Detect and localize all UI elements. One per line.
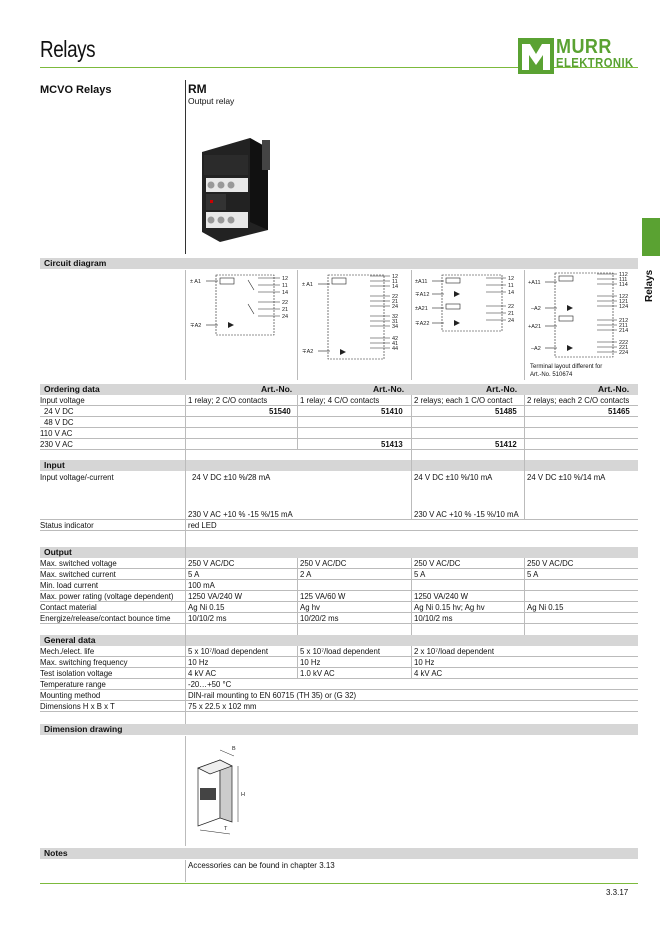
svg-text:11: 11: [508, 283, 514, 289]
row-input-ac: 230 V AC +10 % -15 %/15 mA 230 V AC +10 % -15 %/10 mA: [40, 509, 638, 520]
spec-value: 5 x 10⁷/load dependent: [300, 647, 380, 656]
col-sep: [297, 558, 298, 635]
svg-text:24: 24: [392, 304, 399, 310]
spec-label: Mounting method: [40, 691, 101, 700]
divider: [185, 860, 186, 882]
divider: [185, 80, 186, 254]
general-row: [40, 679, 638, 690]
spec-value: 10/10/2 ms: [188, 614, 227, 623]
svg-text:211: 211: [619, 323, 628, 329]
spec-value: 4 kV AC: [414, 669, 443, 678]
spec-value: 10 Hz: [300, 658, 321, 667]
svg-text:21: 21: [392, 299, 399, 305]
spec-value: 75 x 22.5 x 102 mm: [188, 702, 257, 711]
spec-label: Min. load current: [40, 581, 99, 590]
spec-label: Max. power rating (voltage dependent): [40, 592, 174, 601]
col-sep: [297, 395, 298, 450]
svg-text:12: 12: [282, 276, 289, 282]
spec-value: 10/10/2 ms: [414, 614, 453, 623]
general-row: [40, 701, 638, 712]
svg-text:14: 14: [508, 290, 515, 296]
spec-value: 1250 VA/240 W: [414, 592, 469, 601]
col-sep: [524, 395, 525, 520]
row-48vdc: 48 V DC: [40, 417, 638, 428]
spec-value: 10 Hz: [414, 658, 435, 667]
divider: [185, 270, 186, 380]
svg-text:212: 212: [619, 318, 629, 324]
output-row: [40, 558, 638, 569]
general-row: [40, 668, 638, 679]
svg-text:41: 41: [392, 341, 399, 347]
svg-text:±A21: ±A21: [415, 306, 428, 312]
col-sep: [524, 558, 525, 635]
svg-text:24: 24: [508, 318, 515, 324]
notes-text: Accessories can be found in chapter 3.13: [188, 861, 335, 870]
product-family: MCVO Relays: [40, 84, 112, 96]
spec-value: Ag Ni 0.15: [188, 603, 225, 612]
section-output: Output: [40, 547, 638, 558]
spec-label: Dimensions H x B x T: [40, 702, 115, 711]
section-ordering-data: Ordering data Art.-No. Art.-No. Art.-No. Art.-No.: [40, 384, 638, 395]
section-circuit-diagram: Circuit diagram: [40, 258, 638, 269]
svg-text:121: 121: [619, 299, 629, 305]
diag1-a1: ± A1: [190, 279, 201, 285]
svg-text:111: 111: [619, 277, 628, 283]
spec-value: 5 A: [188, 570, 200, 579]
circuit-diagram-1: [188, 272, 294, 342]
spec-value: 1250 VA/240 W: [188, 592, 243, 601]
svg-text:21: 21: [508, 311, 515, 317]
spec-label: Max. switched current: [40, 570, 116, 579]
logo-line1: MURR: [556, 36, 612, 58]
spec-value: 250 V AC/DC: [527, 559, 574, 568]
spec-value: 5 A: [414, 570, 426, 579]
spec-value: 5 x 10⁷/load dependent: [188, 647, 268, 656]
svg-text:22: 22: [392, 294, 399, 300]
spec-value: Ag Ni 0.15: [527, 603, 564, 612]
svg-text:31: 31: [392, 319, 399, 325]
col-sep: [185, 395, 186, 725]
spec-value: 2 A: [300, 570, 312, 579]
logo-line2: ELEKTRONIK: [556, 56, 634, 70]
svg-text:32: 32: [392, 314, 399, 320]
spec-label: Temperature range: [40, 680, 106, 689]
svg-text:221: 221: [619, 345, 629, 351]
svg-text:222: 222: [619, 340, 629, 346]
divider: [411, 270, 412, 380]
output-row: [40, 591, 638, 602]
page-number: 3.3.17: [606, 888, 629, 897]
spec-value: 250 V AC/DC: [414, 559, 461, 568]
svg-text:H: H: [241, 792, 245, 798]
row-230vac: 230 V AC 51413 51412: [40, 439, 638, 450]
svg-text:11: 11: [392, 279, 398, 285]
col-sep: [411, 395, 412, 520]
svg-text:–A2: –A2: [531, 346, 541, 352]
svg-text:214: 214: [619, 328, 629, 334]
circuit-diagram-4: [527, 270, 637, 362]
svg-text:+A21: +A21: [528, 324, 541, 330]
svg-text:–A2: –A2: [531, 306, 541, 312]
general-row: [40, 657, 638, 668]
output-row: [40, 569, 638, 580]
spec-label: Contact material: [40, 603, 97, 612]
svg-text:22: 22: [508, 304, 515, 310]
murr-logo-mark: [518, 38, 554, 74]
svg-text:∓A2: ∓A2: [302, 349, 314, 355]
relay-product-image: [190, 130, 280, 245]
divider: [524, 270, 525, 380]
spec-value: 100 mA: [188, 581, 215, 590]
side-tab-marker: [642, 218, 660, 256]
svg-text:14: 14: [392, 284, 399, 290]
dimension-drawing: [190, 738, 270, 836]
diag1-a2: ∓A2: [190, 323, 202, 329]
spec-value: 250 V AC/DC: [300, 559, 347, 568]
svg-text:+A11: +A11: [528, 280, 541, 286]
svg-text:42: 42: [392, 336, 399, 342]
murr-logo: [518, 38, 636, 74]
row-input-voltage: Input voltage 1 relay; 2 C/O contacts 1 relay; 4 C/O contacts 2 relays; each 1 C/O contact 2 relays; each 2 C/O contacts: [40, 395, 638, 406]
spec-value: Ag hv: [300, 603, 320, 612]
row-24vdc: 24 V DC 51540 51410 51485 51465: [40, 406, 638, 417]
svg-text:±A11: ±A11: [415, 279, 428, 285]
terminal-layout-note: Terminal layout different for Art.-No. 510674: [530, 364, 603, 378]
row-110vac: 110 V AC: [40, 428, 638, 439]
spec-value: 10 Hz: [188, 658, 209, 667]
spec-value: 250 V AC/DC: [188, 559, 235, 568]
section-notes: Notes: [40, 848, 638, 859]
general-row: [40, 646, 638, 657]
spec-label: Max. switched voltage: [40, 559, 117, 568]
product-code: RM: [188, 82, 207, 96]
spec-value: Ag Ni 0.15 hv; Ag hv: [414, 603, 485, 612]
spec-value: 10/20/2 ms: [300, 614, 339, 623]
spec-label: Mech./elect. life: [40, 647, 95, 656]
svg-text:112: 112: [619, 272, 628, 278]
svg-text:11: 11: [282, 283, 288, 289]
col-sep: [411, 558, 412, 635]
general-row: [40, 690, 638, 701]
circuit-diagram-2: [300, 272, 408, 364]
spec-value: DIN-rail mounting to EN 60715 (TH 35) or (G 32): [188, 691, 357, 700]
product-subtitle: Output relay: [188, 96, 235, 106]
spec-label: Energize/release/contact bounce time: [40, 614, 171, 623]
section-input: Input: [40, 460, 638, 471]
spec-value: 4 kV AC: [188, 669, 217, 678]
svg-text:14: 14: [282, 290, 289, 296]
svg-text:B: B: [232, 746, 236, 752]
svg-text:T: T: [224, 826, 228, 832]
svg-text:44: 44: [392, 346, 399, 352]
svg-text:22: 22: [282, 300, 289, 306]
svg-text:24: 24: [282, 314, 289, 320]
svg-text:∓A12: ∓A12: [415, 292, 430, 298]
spec-value: 1.0 kV AC: [300, 669, 335, 678]
svg-text:114: 114: [619, 282, 628, 288]
row-status-indicator: Status indicator red LED: [40, 520, 638, 531]
divider: [297, 270, 298, 380]
spec-value: 125 VA/60 W: [300, 592, 346, 601]
svg-text:± A1: ± A1: [302, 282, 313, 288]
col-sep: [411, 646, 412, 679]
side-tab-label: Relays: [644, 269, 655, 302]
svg-text:12: 12: [508, 276, 515, 282]
svg-text:122: 122: [619, 294, 629, 300]
spec-value: 2 x 10⁷/load dependent: [414, 647, 494, 656]
divider: [185, 736, 186, 846]
spec-value: -20…+50 °C: [188, 680, 232, 689]
circuit-diagram-3: [414, 272, 522, 336]
svg-text:34: 34: [392, 324, 399, 330]
spec-label: Test isolation voltage: [40, 669, 113, 678]
footer-rule: [40, 883, 638, 884]
col-sep: [297, 646, 298, 679]
spec-label: Max. switching frequency: [40, 658, 128, 667]
svg-text:12: 12: [392, 274, 399, 280]
row-input-voltage-current: Input voltage/-current 24 V DC ±10 %/28 mA 24 V DC ±10 %/10 mA 24 V DC ±10 %/14 mA: [40, 473, 606, 482]
svg-text:224: 224: [619, 350, 629, 356]
spec-value: 5 A: [527, 570, 539, 579]
output-row: [40, 602, 638, 613]
svg-text:21: 21: [282, 307, 289, 313]
section-general-data: General data: [40, 635, 638, 646]
section-dimension-drawing: Dimension drawing: [40, 724, 638, 735]
page-title: Relays: [40, 36, 96, 62]
output-row: [40, 613, 638, 624]
svg-text:∓A22: ∓A22: [415, 321, 430, 327]
svg-text:124: 124: [619, 304, 629, 310]
output-row: [40, 580, 638, 591]
